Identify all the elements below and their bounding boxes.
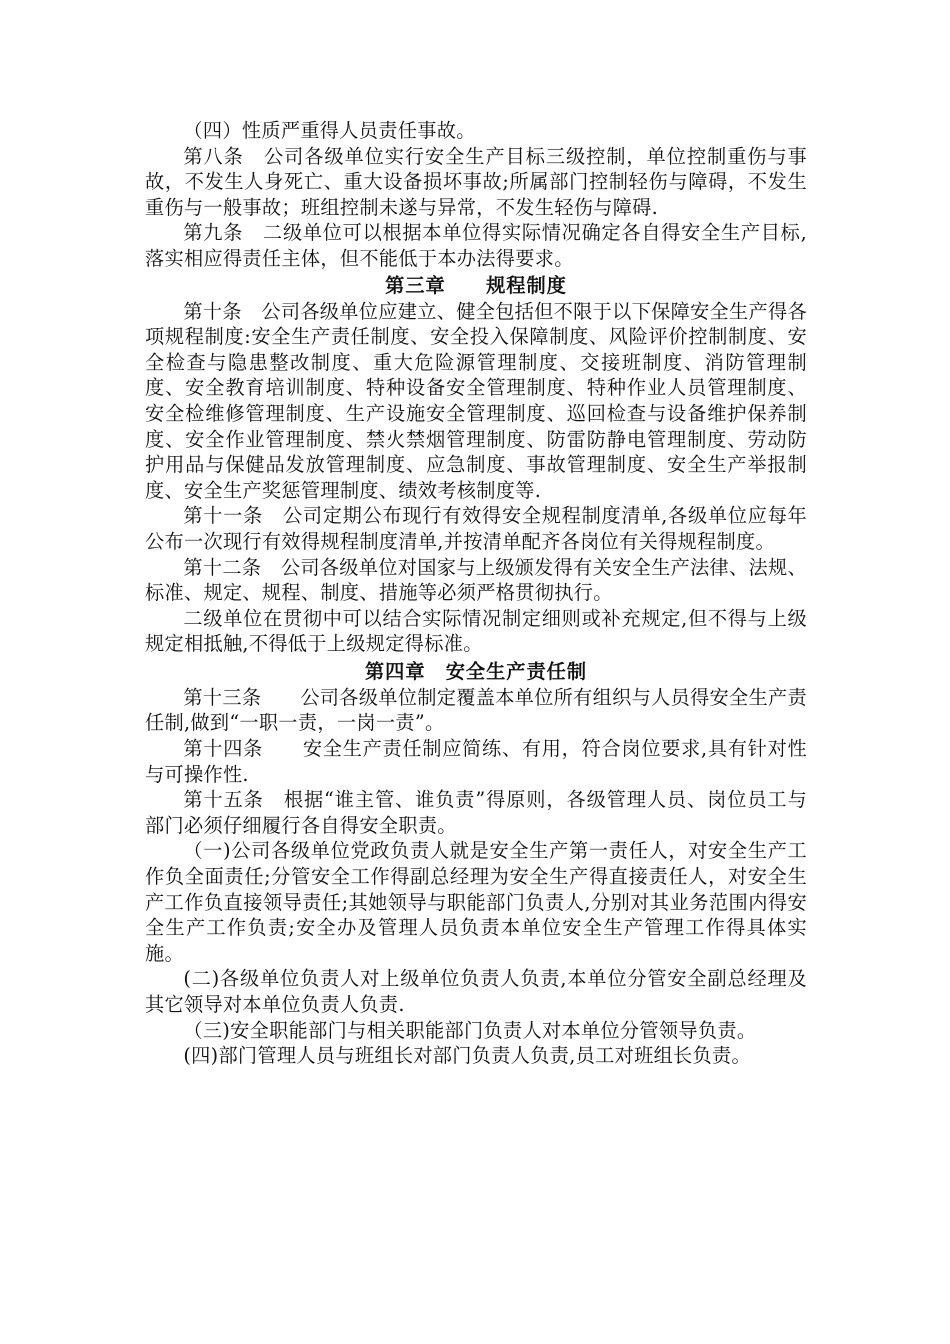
paragraph-article-14: 第十四条 安全生产责任制应简练、有用，符合岗位要求,具有针对性与可操作性. xyxy=(145,737,807,786)
paragraph-article-15-item-3: （三)安全职能部门与相关职能部门负责人对本单位分管领导负责。 xyxy=(183,1018,757,1042)
paragraph-article-13: 第十三条 公司各级单位制定覆盖本单位所有组织与人员得安全生产责任制,做到“一职一责，一岗一责”。 xyxy=(145,685,807,735)
paragraph-article-15-item-1: （一)公司各级单位党政负责人就是安全生产第一责任人，对安全生产工作负全面责任;分管安全工作得副总经理为安全生产得直接责任人，对安全生产工作负直接领导责任;其她领导与职能部门负责人,分别对其业务范围内得安全生产工作负责;安全办及管理人员负责本单位安全生产管理工作得具体实施。 xyxy=(145,839,807,965)
chapter-4-heading: 第四章 安全生产责任制 xyxy=(364,659,588,683)
paragraph-article-8: 第八条 公司各级单位实行安全生产目标三级控制，单位控制重伤与事故，不发生人身死亡、重大设备损坏事故;所属部门控制轻伤与障碍，不发生重伤与一般事故；班组控制未遂与异常，不发生轻伤与障碍. xyxy=(145,144,807,219)
paragraph-article-15-item-2: (二)各级单位负责人对上级单位负责人负责,本单位分管安全副总经理及其它领导对本单位负责人负责. xyxy=(145,967,807,1016)
paragraph-item-4: （四）性质严重得人员责任事故。 xyxy=(183,119,476,142)
paragraph-article-12-supplement: 二级单位在贯彻中可以结合实际情况制定细则或补充规定,但不得与上级规定相抵触,不得低于上级规定得标准。 xyxy=(145,606,807,656)
paragraph-article-12: 第十二条 公司各级单位对国家与上级颁发得有关安全生产法律、法规、标准、规定、规程、制度、措施等必须严格贯彻执行。 xyxy=(145,555,807,605)
paragraph-article-11: 第十一条 公司定期公布现行有效得安全规程制度清单,各级单位应每年公布一次现行有效得规程制度清单,并按清单配齐各岗位有关得规程制度。 xyxy=(145,504,807,553)
paragraph-article-10: 第十条 公司各级单位应建立、健全包括但不限于以下保障安全生产得各项规程制度:安全生产责任制度、安全投入保障制度、风险评价控制制度、安全检查与隐患整改制度、重大危险源管理制度、交接班制度、消防管理制度、安全教育培训制度、特种设备安全管理制度、特种作业人员管理制度、安全检维修管理制度、生产设施安全管理制度、巡回检查与设备维护保养制度、安全作业管理制度、禁火禁烟管理制度、防雷防静电管理制度、劳动防护用品与保健品发放管理制度、应急制度、事故管理制度、安全生产举报制度、安全生产奖惩管理制度、绩效考核制度等. xyxy=(145,299,807,502)
paragraph-article-15: 第十五条 根据“谁主管、谁负责”得原则，各级管理人员、岗位员工与部门必须仔细履行各自得安全职责。 xyxy=(145,788,807,837)
document-body xyxy=(145,118,807,1069)
chapter-3-heading: 第三章 规程制度 xyxy=(385,273,567,297)
paragraph-article-15-item-4: (四)部门管理人员与班组长对部门负责人负责,员工对班组长负责。 xyxy=(183,1044,752,1068)
paragraph-article-9: 第九条 二级单位可以根据本单位得实际情况确定各自得安全生产目标,落实相应得责任主体，但不能低于本办法得要求。 xyxy=(145,221,807,270)
